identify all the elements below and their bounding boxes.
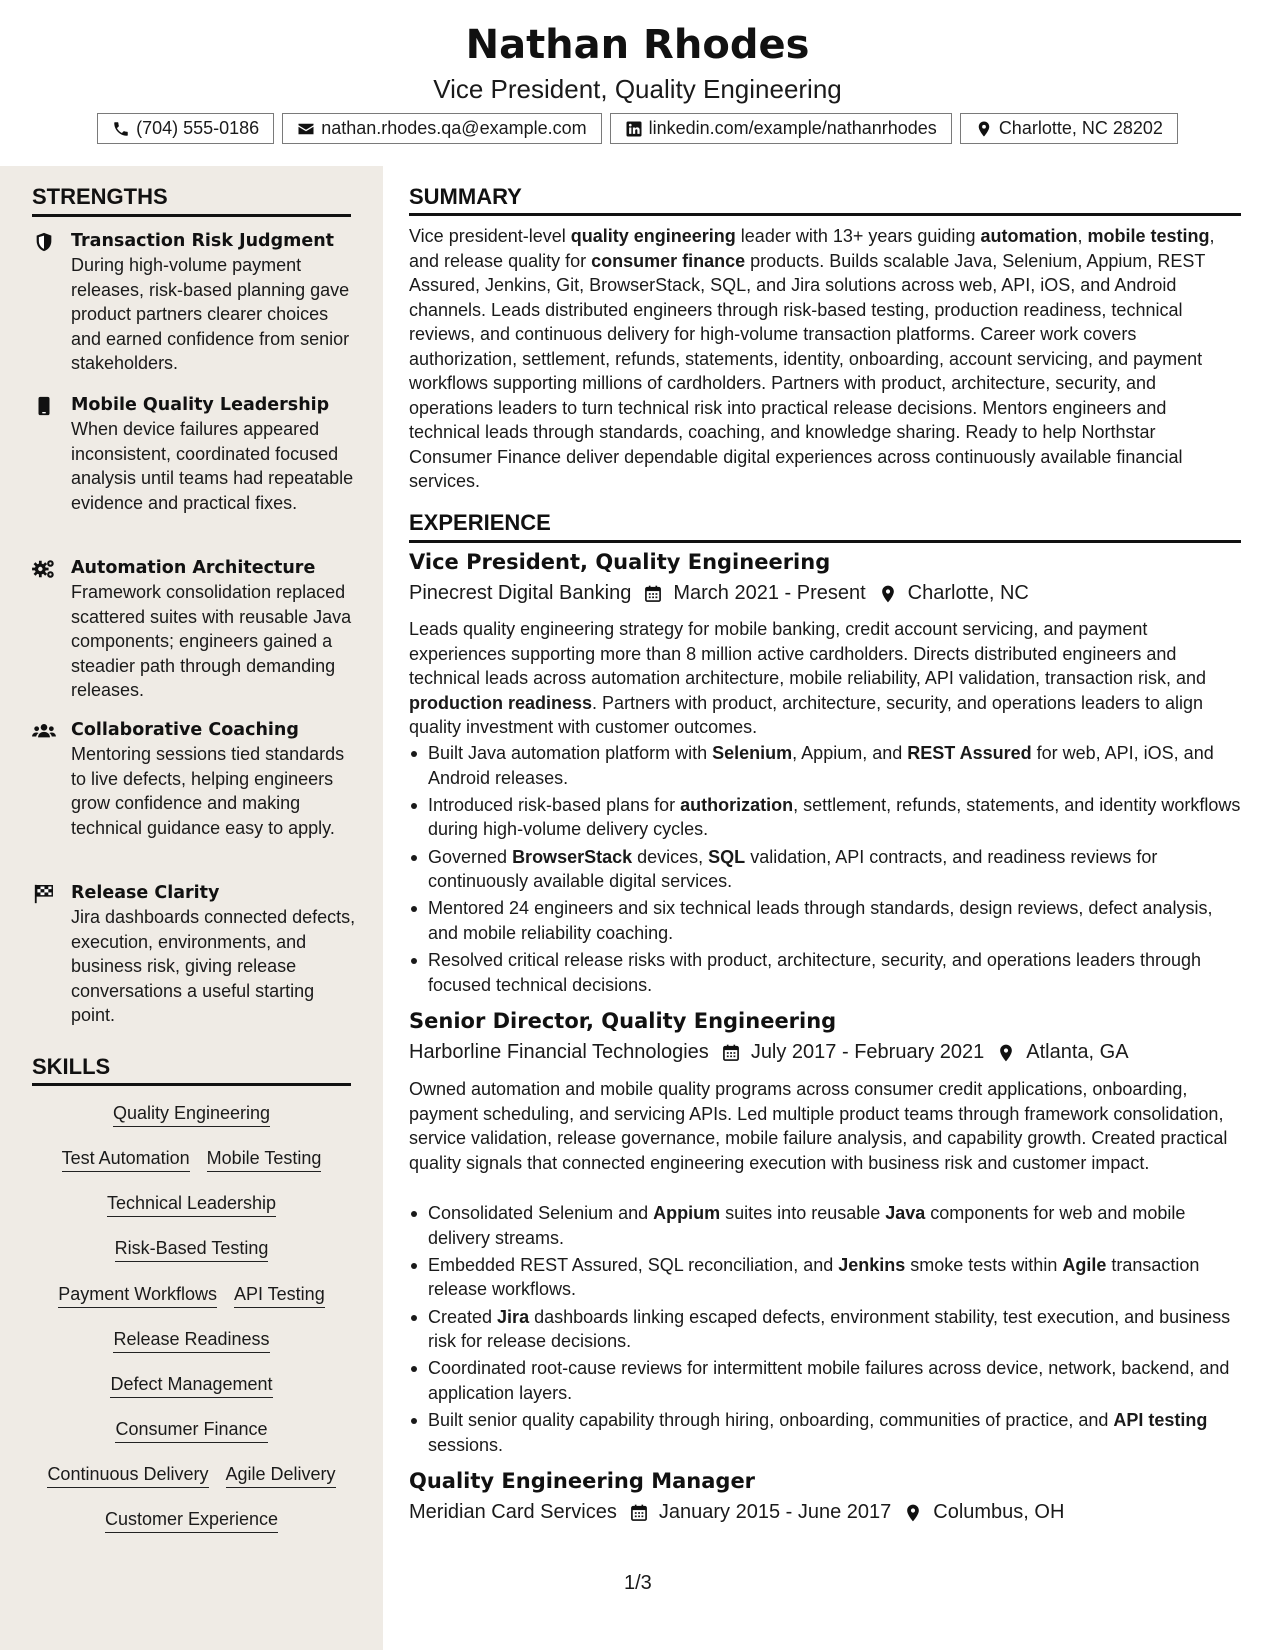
skill-row xyxy=(32,1100,351,1127)
job-bullets xyxy=(409,741,1241,1000)
skill-tag: Mobile Testing xyxy=(207,1145,322,1172)
skill-row xyxy=(32,1506,351,1533)
job-company: Meridian Card Services xyxy=(409,1501,617,1523)
experience-divider xyxy=(409,540,1241,543)
contact-linkedin[interactable] xyxy=(610,113,952,144)
strength-title: Automation Architecture xyxy=(71,558,316,578)
calendar-icon xyxy=(643,584,663,604)
skills-heading: SKILLS xyxy=(32,1054,111,1079)
job-dates: March 2021 - Present xyxy=(673,582,866,604)
bullet-item: Governed BrowserStack devices, SQL validation, API contracts, and readiness reviews for continuously available digital services. xyxy=(409,845,1241,894)
skill-row xyxy=(32,1145,351,1172)
strengths-heading: STRENGTHS xyxy=(32,184,168,209)
job-meta xyxy=(409,582,1029,605)
job-dates: July 2017 - February 2021 xyxy=(750,1041,985,1063)
strength-description: During high-volume payment releases, risk-based planning gave product partners clearer choices and earned confidence from senior stakeholders. xyxy=(71,255,350,373)
map-pin-icon xyxy=(996,1043,1016,1063)
contact-email-text: nathan.rhodes.qa@example.com xyxy=(321,118,587,138)
skill-tag: Customer Experience xyxy=(105,1506,278,1533)
strength-title: Collaborative Coaching xyxy=(71,720,299,740)
skill-tag: API Testing xyxy=(234,1281,325,1308)
skill-row xyxy=(32,1371,351,1398)
gears-icon xyxy=(32,558,56,580)
map-pin-icon xyxy=(975,120,993,138)
strength-item xyxy=(32,718,357,840)
job-title: Vice President, Quality Engineering xyxy=(409,550,831,574)
map-pin-icon xyxy=(903,1503,923,1523)
candidate-title: Vice President, Quality Engineering xyxy=(433,74,842,104)
skill-row xyxy=(32,1281,351,1308)
experience-heading: EXPERIENCE xyxy=(409,510,551,535)
skill-row xyxy=(32,1235,351,1262)
job-title: Quality Engineering Manager xyxy=(409,1469,756,1493)
job-dates: January 2015 - June 2017 xyxy=(658,1501,892,1523)
contact-linkedin-text: linkedin.com/example/nathanrhodes xyxy=(648,118,937,138)
strength-item xyxy=(32,229,357,376)
bullet-item: Created Jira dashboards linking escaped defects, environment stability, test execution, and business risk for release decisions. xyxy=(409,1305,1241,1354)
strength-title: Transaction Risk Judgment xyxy=(71,231,335,251)
contact-bar xyxy=(0,113,1275,144)
skill-tag: Payment Workflows xyxy=(58,1281,217,1308)
bullet-item: Resolved critical release risks with product, architecture, security, and operations leaders through focused technical decisions. xyxy=(409,948,1241,997)
strength-item xyxy=(32,393,357,515)
map-pin-icon xyxy=(878,584,898,604)
skill-row xyxy=(32,1326,351,1353)
skill-tag: Consumer Finance xyxy=(115,1416,267,1443)
skill-row xyxy=(32,1416,351,1443)
bullet-item: Mentored 24 engineers and six technical leads through standards, design reviews, defect analysis, and mobile reliability coaching. xyxy=(409,896,1241,945)
summary-heading: SUMMARY xyxy=(409,184,522,209)
strength-description: Mentoring sessions tied standards to live defects, helping engineers grow confidence and making technical guidance easy to apply. xyxy=(71,744,345,838)
strength-title: Mobile Quality Leadership xyxy=(71,395,330,415)
page-number: 1/3 xyxy=(624,1572,652,1594)
phone-icon xyxy=(112,120,130,138)
skill-row xyxy=(32,1461,351,1488)
bullet-item: Consolidated Selenium and Appium suites into reusable Java components for web and mobile delivery streams. xyxy=(409,1201,1241,1250)
strength-description: Framework consolidation replaced scattered suites with reusable Java components; engineers gained a steadier path through demanding releases. xyxy=(71,582,352,700)
job-meta xyxy=(409,1041,1129,1064)
contact-phone[interactable] xyxy=(97,113,274,144)
job-company: Harborline Financial Technologies xyxy=(409,1041,709,1063)
job-meta xyxy=(409,1501,1064,1524)
mobile-phone-icon xyxy=(32,395,56,417)
contact-location-text: Charlotte, NC 28202 xyxy=(998,118,1163,138)
job-location: Atlanta, GA xyxy=(1026,1041,1129,1063)
flag-checkered-icon xyxy=(32,883,56,905)
bullet-item: Coordinated root-cause reviews for intermittent mobile failures across device, network, backend, and application layers. xyxy=(409,1356,1241,1405)
contact-location xyxy=(960,113,1178,144)
shield-icon xyxy=(32,231,56,253)
strengths-divider xyxy=(32,214,351,217)
skill-tag: Defect Management xyxy=(110,1371,272,1398)
job-description: Owned automation and mobile quality programs across consumer credit applications, onboarding, payment scheduling, and servicing APIs. Led multiple product teams through framework consolidation, service validation, release governance, mobile failure analysis, and capability growth. Created practical quality signals that connected engineering execution with business risk and customer impact. xyxy=(409,1079,1228,1173)
strength-item xyxy=(32,556,357,703)
summary-text: Vice president-level quality engineering leader with 13+ years guiding automation, mobile testing, and release quality for consumer finance products. Builds scalable Java, Selenium, Appium, REST Assured, Jenkins, Git, BrowserStack, SQL, and Jira solutions across web, API, iOS, and Android channels. Leads distributed engineers through risk-based testing, production readiness, technical reviews, and continuous delivery for high-volume transaction platforms. Career work covers authorization, settlement, refunds, statements, identity, onboarding, account servicing, and payment workflows supporting millions of cardholders. Partners with product, architecture, security, and operations leaders to turn technical risk into practical release decisions. Mentors engineers and technical leads through standards, coaching, and knowledge sharing. Ready to help Northstar Consumer Finance deliver dependable digital experiences across continuously available financial services. xyxy=(409,226,1215,491)
skill-tag: Technical Leadership xyxy=(107,1190,276,1217)
job-title: Senior Director, Quality Engineering xyxy=(409,1009,837,1033)
skill-tag: Continuous Delivery xyxy=(47,1461,208,1488)
strength-item xyxy=(32,881,357,1028)
strength-description: Jira dashboards connected defects, execution, environments, and business risk, giving release conversations a useful starting point. xyxy=(71,907,356,1025)
skill-tag: Test Automation xyxy=(62,1145,190,1172)
skill-tag: Risk-Based Testing xyxy=(115,1235,269,1262)
summary-divider xyxy=(409,213,1241,216)
job-location: Columbus, OH xyxy=(933,1501,1065,1523)
skill-row xyxy=(32,1190,351,1217)
linkedin-icon xyxy=(625,120,643,138)
bullet-item: Introduced risk-based plans for authorization, settlement, refunds, statements, and identity workflows during high-volume delivery cycles. xyxy=(409,793,1241,842)
bullet-item: Built Java automation platform with Selenium, Appium, and REST Assured for web, API, iOS, and Android releases. xyxy=(409,741,1241,790)
contact-email[interactable] xyxy=(282,113,601,144)
contact-phone-text: (704) 555-0186 xyxy=(136,118,260,138)
job-location: Charlotte, NC xyxy=(907,582,1029,604)
candidate-name: Nathan Rhodes xyxy=(465,22,810,68)
bullet-item: Embedded REST Assured, SQL reconciliation, and Jenkins smoke tests within Agile transaction release workflows. xyxy=(409,1253,1241,1302)
calendar-icon xyxy=(629,1503,649,1523)
skill-tag: Release Readiness xyxy=(113,1326,269,1353)
skill-tag: Agile Delivery xyxy=(226,1461,336,1488)
users-icon xyxy=(32,720,56,742)
job-description: Leads quality engineering strategy for mobile banking, credit account servicing, and payment experiences supporting more than 8 million active cardholders. Directs distributed engineers and technical leads across automation architecture, mobile reliability, API validation, transaction risk, and production readiness. Partners with product, architecture, security, and operations leaders to align quality investment with customer outcomes. xyxy=(409,619,1207,737)
job-bullets xyxy=(409,1201,1241,1460)
strength-title: Release Clarity xyxy=(71,883,220,903)
envelope-icon xyxy=(297,120,315,138)
job-company: Pinecrest Digital Banking xyxy=(409,582,632,604)
strength-description: When device failures appeared inconsistent, coordinated focused analysis until teams had repeatable evidence and practical fixes. xyxy=(71,419,354,513)
skills-divider xyxy=(32,1083,351,1086)
bullet-item: Built senior quality capability through hiring, onboarding, communities of practice, and API testing sessions. xyxy=(409,1408,1241,1457)
skill-tag: Quality Engineering xyxy=(113,1100,270,1127)
calendar-icon xyxy=(721,1043,741,1063)
